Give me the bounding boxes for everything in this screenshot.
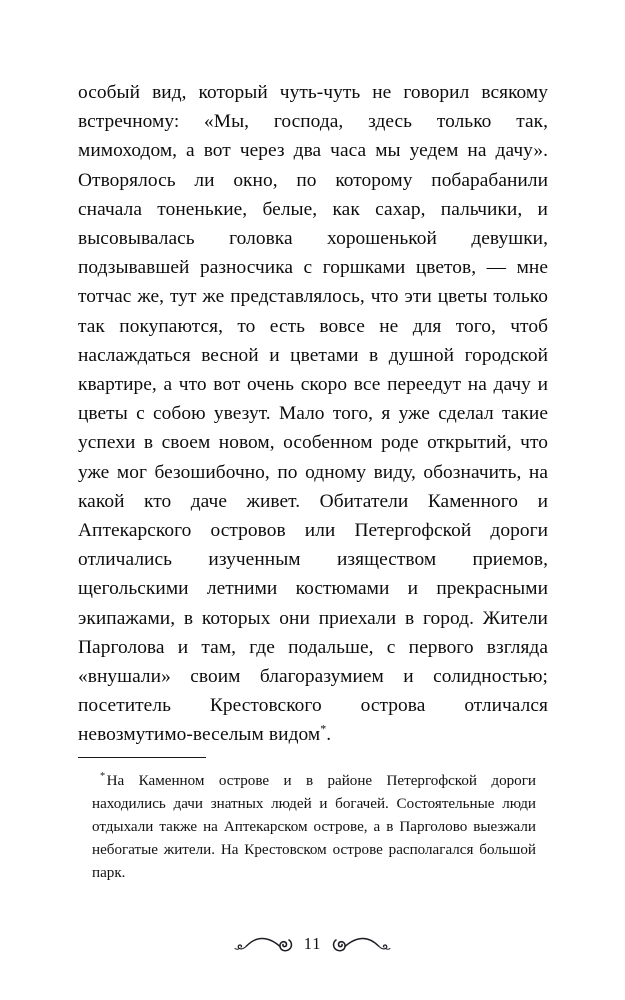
body-text-block <box>78 78 548 750</box>
footnote-text: На Каменном острове и в районе Петергофской дороги находились дачи знатных людей и богачей. Состоятельные люди отдыхали также на Аптекарском острове, а в Парголово выезжали небогатые жители. На Крестовском острове располагался большой парк. <box>92 773 536 882</box>
page-number: 11 <box>303 934 322 954</box>
body-paragraph-terminator: . <box>326 724 332 746</box>
body-paragraph <box>78 78 548 750</box>
footnote-marker: * <box>100 770 106 782</box>
flourish-scroll-left-icon <box>233 932 295 958</box>
footnote-paragraph <box>92 770 536 885</box>
flourish-scroll-right-icon <box>330 932 392 958</box>
body-paragraph-text: особый вид, который чуть-чуть не говорил всякому встречному: «Мы, господа, здесь только так, мимоходом, а вот через два часа мы уедем на дачу». Отворялось ли окно, по которому побарабанили сначала тоненькие, белые, как сахар, пальчики, и высовывалась головка хорошенькой девушки, подзывавшей разносчика с горшками цветов, — мне тотчас же, тут же представлялось, что эти цветы только так покупаются, то есть вовсе не для того, чтоб наслаждаться весной и цветами в душной городской квартире, а что вот очень скоро все переедут на дачу и цветы с собою увезут. Мало того, я уже сделал такие успехи в своем новом, особенном роде открытий, что уже мог безошибочно, по одному виду, обозначить, на какой кто даче живет. Обитатели Каменного и Аптекарского островов или Петергофской дороги отличались изученным изяществом приемов, щегольскими летними костюмами и прекрасными экипажами, в которых они приехали в город. Жители Парголова и там, где подальше, с первого взгляда «внушали» своим благоразумием и солидностью; посетитель Крестовского острова отличался невозмутимо-веселым видом <box>78 82 548 746</box>
folio <box>0 925 625 965</box>
footnote-reference-marker[interactable]: * <box>320 722 327 736</box>
footnote-area <box>78 757 548 885</box>
footnote-separator-rule <box>78 757 206 758</box>
footnote-block <box>92 770 536 885</box>
